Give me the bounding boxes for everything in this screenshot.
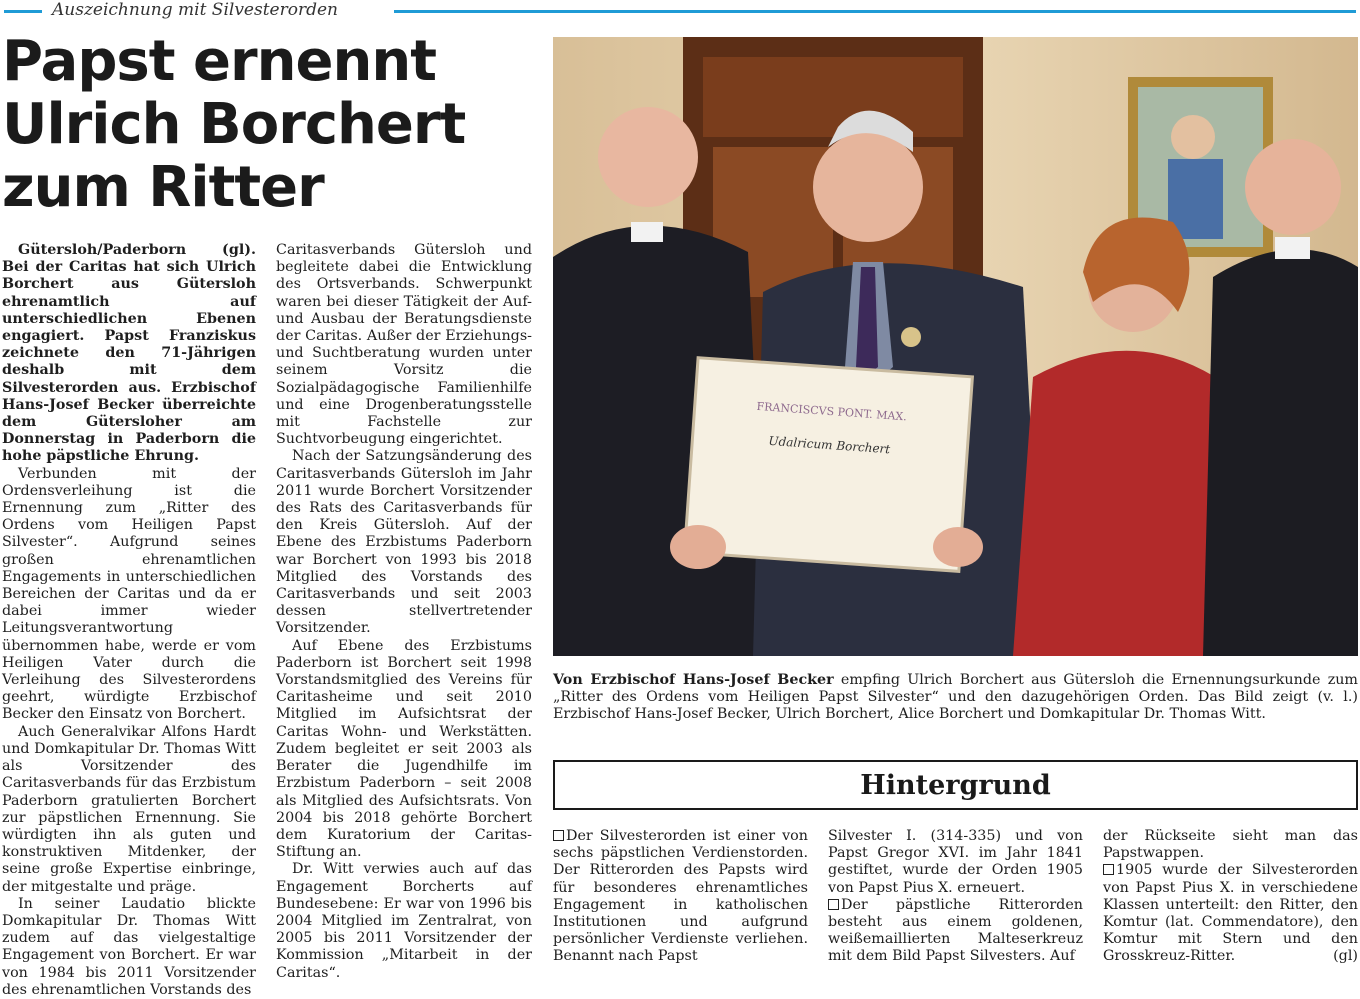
background-column-1 <box>553 828 808 966</box>
paragraph-marker-icon <box>553 830 564 841</box>
article-paragraph-6: Auf Ebene des Erzbistums Paderborn ist Borchert seit 1998 Vorstandsmitglied des Vereins für Caritasheime und seit 2010 Mitglied im Aufsichtsrat der Caritas Wohn- und Werkstätten. Zudem begleitet er seit 2003 als Berater die Jugendhilfe im Erzbistum Paderborn – seit 2008 als Mitglied des Aufsichtsrats. Von 2004 bis 2018 gehörte Borchert dem Kuratorium der Caritas-Stiftung an. <box>276 637 532 861</box>
headline-line-2: Ulrich Borchert <box>2 92 466 157</box>
background-box-title: Hintergrund <box>553 760 1358 810</box>
headline <box>2 30 542 219</box>
author-sign: (gl) <box>1333 948 1358 965</box>
kicker-bar <box>0 0 1360 22</box>
photo-caption <box>553 672 1358 724</box>
kicker: Auszeichnung mit Silvesterorden <box>52 0 338 20</box>
background-text-2a: Silvester I. (314-335) und von Papst Gregor XVI. im Jahr 1841 gestiftet, wurde der Orden 1905 von Papst Pius X. erneuert. <box>828 828 1083 896</box>
background-text-3a: der Rückseite sieht man das Papstwappen. <box>1103 828 1358 862</box>
background-text-2b: Der päpstliche Ritterorden besteht aus einem goldenen, weißemaillierten Malteserkreuz mit dem Bild Papst Silvesters. Auf <box>828 896 1083 965</box>
headline-line-3: zum Ritter <box>2 155 324 220</box>
article-column-1 <box>2 242 256 999</box>
headline-line-1: Papst ernennt <box>2 29 436 94</box>
article-column-2 <box>276 242 532 982</box>
kicker-rule-right <box>394 10 1356 13</box>
award-photo <box>553 37 1358 656</box>
background-text-1: Der Silvesterorden ist einer von sechs päpstlichen Verdienstorden. Der Ritterorden des Papsts wird für besonderes ehrenamtliches Engagement in katholischen Institutionen und aufgrund persönlicher Verdienste verliehen. Benannt nach Papst <box>553 828 808 965</box>
award-photo-illustration <box>553 37 1358 656</box>
certificate-name: Udalricum Borchert <box>768 433 891 457</box>
article-lead: Gütersloh/Paderborn (gl). Bei der Caritas hat sich Ulrich Borchert aus Gütersloh ehrenamtlich auf unterschiedlichen Ebenen engagiert. Papst Franziskus zeichnete den 71-Jährigen deshalb mit dem Silvesterorden aus. Erzbischof Hans-Josef Becker überreichte dem Gütersloher am Donnerstag in Paderborn die hohe päpstliche Ehrung. <box>2 242 256 465</box>
background-text-3b: 1905 wurde der Silvesterorden von Papst Pius X. in verschiedene Klassen unterteilt: den Ritter, den Komtur (lat. Commendatore), den Komtur mit Stern und den Grosskreuz-Ritter. <box>1103 862 1358 965</box>
kicker-rule-left <box>4 10 42 13</box>
certificate-heading: FRANCISCVS PONT. MAX. <box>756 399 908 424</box>
article-paragraph-4: Caritasverbands Gütersloh und begleitete dabei die Entwicklung des Ortsverbands. Schwerpunkt waren bei dieser Tätigkeit der Auf- und Ausbau der Beratungsdienste der Caritas. Außer der Erziehungs- und Suchtberatung wurden unter seinem Vorsitz die Sozialpädagogische Familienhilfe und eine Drogenberatungsstelle mit Fachstelle zur Suchtvorbeugung eingerichtet. <box>276 242 532 448</box>
article-paragraph-1: Verbunden mit der Ordensverleihung ist die Ernennung zum „Ritter des Ordens vom Heiligen Papst Silvester“. Aufgrund seines großen ehrenamtlichen Engagements in unterschiedlichen Bereichen der Caritas und da er dabei immer wieder Leitungsverantwortung übernommen habe, werde er vom Heiligen Vater durch die Verleihung des Silvesterordens geehrt, würdigte Erzbischof Becker den Einsatz von Borchert. <box>2 465 256 723</box>
article-paragraph-3: In seiner Laudatio blickte Domkapitular Dr. Thomas Witt zudem auf das vielgestaltige Engagement von Borchert. Er war von 1984 bis 2011 Vorsitzender des ehrenamtlichen Vorstands des <box>2 895 256 998</box>
article-paragraph-5: Nach der Satzungsänderung des Caritasverbands Gütersloh im Jahr 2011 wurde Borchert Vorsitzender des Rats des Caritasverbands für den Kreis Gütersloh. Auf der Ebene des Erzbistums Paderborn war Borchert von 1993 bis 2018 Mitglied des Vorstands des Caritasverbands und seit 2003 dessen stellvertretender Vorsitzender. <box>276 448 532 637</box>
background-column-2 <box>828 828 1083 966</box>
article-paragraph-7: Dr. Witt verwies auch auf das Engagement Borcherts auf Bundesebene: Er war von 1996 bis 2004 Mitglied im Zentralrat, von 2005 bis 2011 Vorsitzender der Kommission „Mitarbeit in der Caritas“. <box>276 861 532 981</box>
article-paragraph-2: Auch Generalvikar Alfons Hardt und Domkapitular Dr. Thomas Witt als Vorsitzender des Caritasverbands für das Erzbistum Paderborn gratulierten Borchert zur päpstlichen Ernennung. Sie würdigten ihn als guten und konstruktiven Mitdenker, der seine große Expertise einbringe, der mitgestalte und präge. <box>2 723 256 895</box>
paragraph-marker-icon <box>828 899 839 910</box>
caption-lead: Von Erzbischof Hans-Josef Becker <box>553 672 834 688</box>
caption-text: empfing Ulrich Borchert aus Gütersloh die Ernennungsurkunde zum „Ritter des Ordens vom Heiligen Papst Silvester“ und den dazugehörigen Orden. Das Bild zeigt (v. l.) Erzbischof Hans-Josef Becker, Ulrich Borchert, Alice Borchert und Domkapitular Dr. Thomas Witt. <box>553 672 1358 723</box>
background-column-3 <box>1103 828 1358 966</box>
paragraph-marker-icon <box>1103 864 1114 875</box>
